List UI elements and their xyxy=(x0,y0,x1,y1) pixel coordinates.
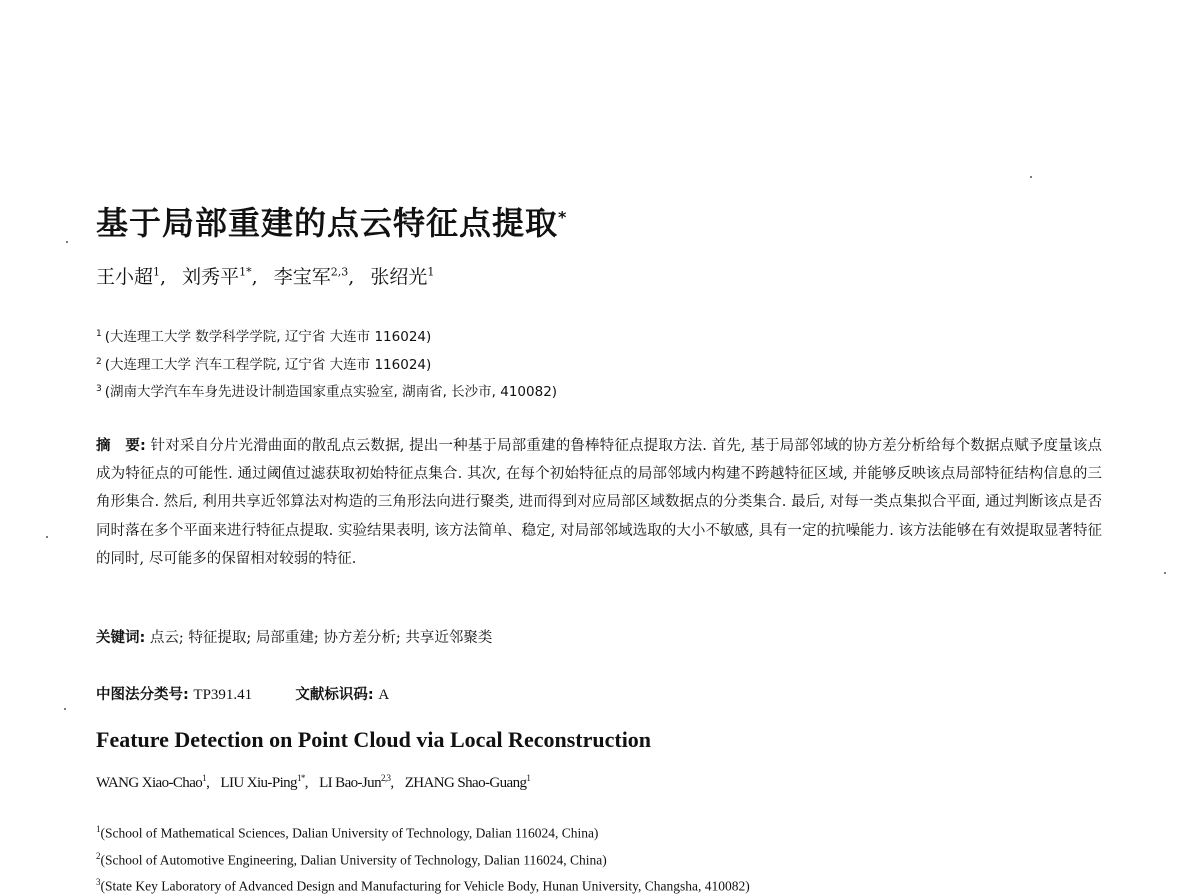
author-en xyxy=(405,775,539,791)
author-affiliation-mark: 1 xyxy=(526,773,531,783)
author-name: LI Bao-Jun xyxy=(319,775,381,791)
keywords-text: 点云; 特征提取; 局部重建; 协方差分析; 共享近邻聚类 xyxy=(149,630,493,646)
doc-code-value: A xyxy=(378,687,390,703)
abstract-label: 摘 要: xyxy=(96,438,146,454)
author-en xyxy=(220,775,316,791)
affiliation-text: (大连理工大学 数学科学学院, 辽宁省 大连市 116024) xyxy=(104,329,432,345)
abstract-text: 针对采自分片光滑曲面的散乱点云数据, 提出一种基于局部重建的鲁棒特征点提取方法. 首先, 基于局部邻域的协方差分析给每个数据点赋予度量该点成为特征点的可能性. 通过阈值过滤获取初始特征点集合. 其次, 在每个初始特征点的局部邻域内构建不跨越特征区域, 并能够反映该点局部特征结构信息的三角形集合. 然后, 利用共享近邻算法对构造的三角形法向进行聚类, 进而得到对应局部区域数据点的分类集合. 最后, 对每一类点集拟合平面, 通过判断该点是否同时落在多个平面来进行特征点提取. 实验结果表明, 该方法简单、稳定, 对局部邻域选取的大小不敏感, 具有一定的抗噪能力. 该方法能够在有效提取显著特征的同时, 尽可能多的保留相对较弱的特征. xyxy=(96,438,1103,567)
clc-value: TP391.41 xyxy=(193,687,253,703)
author-affiliation-mark: 1 xyxy=(427,265,435,279)
scan-speck xyxy=(1164,572,1166,574)
author-separator: , xyxy=(160,266,167,288)
author-cn xyxy=(370,266,444,288)
doc-code-label: 文献标识码: xyxy=(295,687,374,703)
author-cn xyxy=(274,266,365,288)
chinese-title xyxy=(96,198,567,244)
author-separator: , xyxy=(304,775,308,791)
english-affiliation xyxy=(96,824,598,842)
english-title: Feature Detection on Point Cloud via Local Reconstruction xyxy=(96,727,652,752)
author-name: 李宝军 xyxy=(273,266,331,288)
chinese-abstract xyxy=(96,432,1102,573)
chinese-author-list xyxy=(96,262,444,289)
affiliation-mark: 1 xyxy=(96,824,101,834)
author-separator: , xyxy=(348,266,355,288)
author-name: 王小超 xyxy=(96,266,154,288)
author-en xyxy=(96,775,217,791)
author-affiliation-mark: 1* xyxy=(296,773,305,783)
author-name: 刘秀平 xyxy=(182,266,240,288)
affiliation-mark: 2 xyxy=(96,851,101,861)
author-affiliation-mark: 1* xyxy=(239,265,252,279)
scan-speck xyxy=(46,536,48,538)
author-separator: , xyxy=(206,775,210,791)
chinese-affiliation xyxy=(96,353,431,373)
author-name: WANG Xiao-Chao xyxy=(96,775,203,791)
affiliation-mark: 3 xyxy=(96,383,102,394)
chinese-title-text: 基于局部重建的点云特征点提取 xyxy=(96,204,559,242)
chinese-keywords xyxy=(96,626,492,647)
clc-label: 中图法分类号: xyxy=(96,687,189,703)
affiliation-text: (大连理工大学 汽车工程学院, 辽宁省 大连市 116024) xyxy=(104,357,432,373)
author-affiliation-mark: 1 xyxy=(202,773,207,783)
keywords-label: 关键词: xyxy=(96,630,146,646)
author-name: ZHANG Shao-Guang xyxy=(404,775,527,791)
affiliation-mark: 2 xyxy=(96,356,102,367)
english-affiliation xyxy=(96,851,607,869)
author-affiliation-mark: 1 xyxy=(153,265,161,279)
author-cn xyxy=(96,266,176,288)
scan-speck xyxy=(1030,176,1032,178)
chinese-affiliation xyxy=(96,380,557,400)
author-separator: , xyxy=(251,266,258,288)
author-name: LIU Xiu-Ping xyxy=(220,775,297,791)
affiliation-mark: 3 xyxy=(96,877,101,887)
english-author-list xyxy=(96,773,538,792)
author-affiliation-mark: 2,3 xyxy=(330,265,349,279)
title-footnote-mark: * xyxy=(558,207,568,227)
author-name: 张绍光 xyxy=(370,266,428,288)
affiliation-mark: 1 xyxy=(96,328,102,339)
affiliation-text: (School of Mathematical Sciences, Dalian University of Technology, Dalian 116024, China) xyxy=(100,825,599,841)
author-separator: , xyxy=(390,775,394,791)
author-affiliation-mark: 2,3 xyxy=(380,773,391,783)
author-en xyxy=(319,775,402,791)
scan-speck xyxy=(64,708,66,710)
chinese-affiliation xyxy=(96,325,431,345)
affiliation-text: (School of Automotive Engineering, Dalian University of Technology, Dalian 116024, China) xyxy=(100,852,607,868)
classification-line xyxy=(96,683,389,704)
author-cn xyxy=(182,266,268,288)
affiliation-text: (State Key Laboratory of Advanced Design and Manufacturing for Vehicle Body, Hunan University, Changsha, 410082) xyxy=(100,878,750,894)
scan-speck xyxy=(66,241,68,243)
affiliation-text: (湖南大学汽车车身先进设计制造国家重点实验室, 湖南省, 长沙市, 410082) xyxy=(104,384,558,400)
